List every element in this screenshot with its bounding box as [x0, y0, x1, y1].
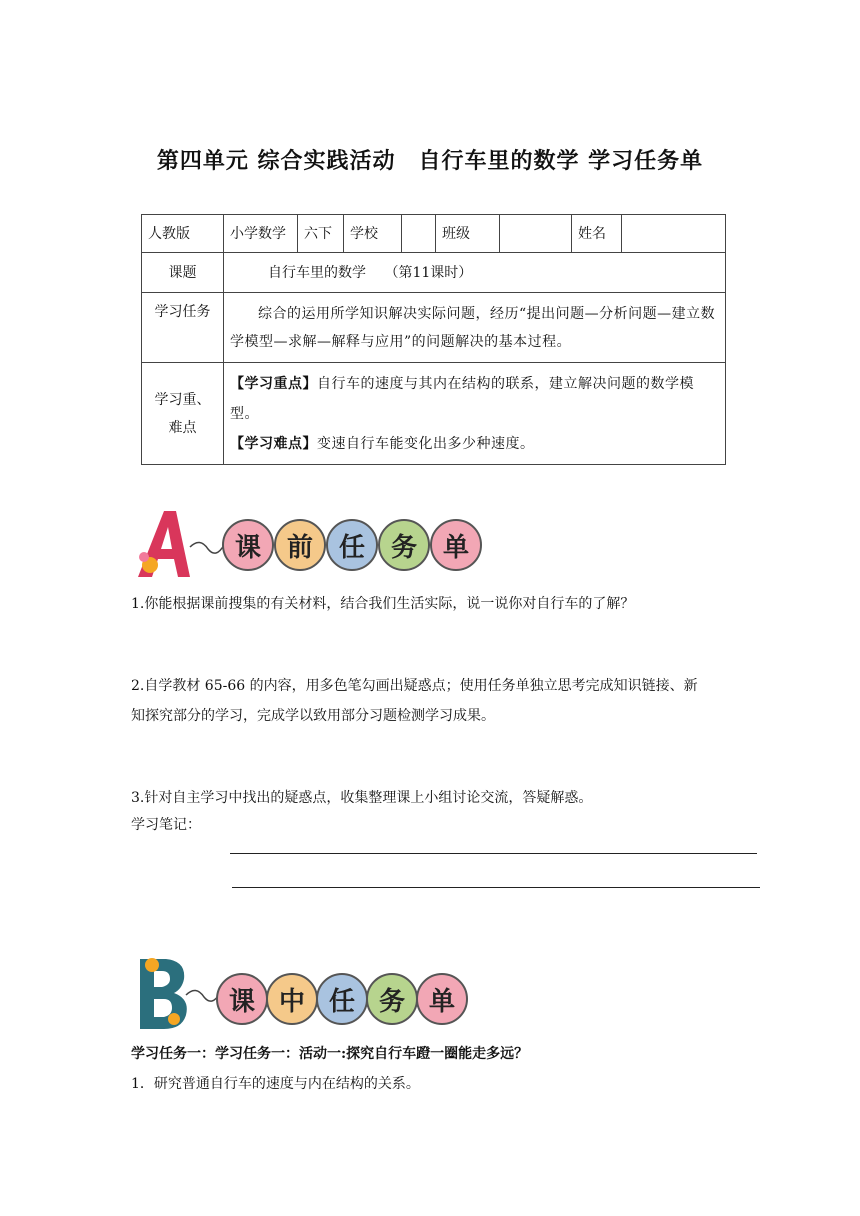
- pre-task-3: 3.针对自主学习中找出的疑惑点，收集整理课上小组讨论交流，答疑解惑。: [131, 790, 593, 806]
- cell-school-value[interactable]: [402, 215, 436, 253]
- difficulty-text: 变速自行车能变化出多少种速度。: [317, 435, 535, 452]
- cell-school-label: 学校: [344, 215, 402, 253]
- key-label: 学习重、难点: [142, 363, 224, 465]
- banner-pre-class: [130, 505, 490, 585]
- banner-b-char-1: 课: [216, 973, 268, 1025]
- cell-edition: 人教版: [142, 215, 224, 253]
- pre-task-1: 1.你能根据课前搜集的有关材料，结合我们生活实际，说一说你对自行车的了解？: [131, 596, 635, 612]
- banner-b-char-4: 务: [366, 973, 418, 1025]
- task-label: 学习任务: [142, 293, 224, 363]
- banner-b-char-5: 单: [416, 973, 468, 1025]
- cell-class-value[interactable]: [500, 215, 572, 253]
- banner-b-char-3: 任: [316, 973, 368, 1025]
- topic-label: 课题: [142, 253, 224, 293]
- banner-a-char-3: 任: [326, 519, 378, 571]
- cell-class-label: 班级: [436, 215, 500, 253]
- info-table: [141, 214, 726, 465]
- key-point-text: 自行车的速度与其内在结构的联系，建立解决问题的数学模型。: [230, 375, 694, 422]
- in-class-item-1: 1．研究普通自行车的速度与内在结构的关系。: [131, 1076, 420, 1092]
- banner-a-char-5: 单: [430, 519, 482, 571]
- pre-task-2-line1: 2.自学教材 65-66 的内容，用多色笔勾画出疑惑点；使用任务单独立思考完成知识链接、新: [131, 678, 698, 694]
- letter-a-icon: [130, 505, 230, 585]
- banner-in-class: [130, 955, 470, 1035]
- notes-line-1[interactable]: [230, 853, 757, 854]
- banner-a-char-1: 课: [222, 519, 274, 571]
- cell-name-label: 姓名: [572, 215, 622, 253]
- key-point-tag: 【学习重点】: [230, 375, 317, 392]
- task-value: 综合的运用所学知识解决实际问题，经历“提出问题—分析问题—建立数学模型—求解—解释与应用”的问题解决的基本过程。: [224, 293, 726, 363]
- page-title: 第四单元 综合实践活动 自行车里的数学 学习任务单: [156, 149, 704, 174]
- cell-name-value[interactable]: [622, 215, 726, 253]
- pre-task-2-line2: 知探究部分的学习，完成学以致用部分习题检测学习成果。: [131, 708, 495, 724]
- banner-a-char-2: 前: [274, 519, 326, 571]
- cell-subject: 小学数学: [224, 215, 298, 253]
- in-class-heading: 学习任务一：学习任务一：活动一:探究自行车蹬一圈能走多远？: [131, 1046, 529, 1062]
- cell-grade: 六下: [298, 215, 344, 253]
- difficulty-tag: 【学习难点】: [230, 435, 317, 452]
- banner-a-char-4: 务: [378, 519, 430, 571]
- notes-label: 学习笔记：: [131, 817, 201, 833]
- letter-b-icon: [130, 955, 230, 1035]
- banner-b-char-2: 中: [266, 973, 318, 1025]
- topic-value: 自行车里的数学 （第11课时）: [224, 253, 726, 293]
- notes-line-2[interactable]: [232, 887, 760, 888]
